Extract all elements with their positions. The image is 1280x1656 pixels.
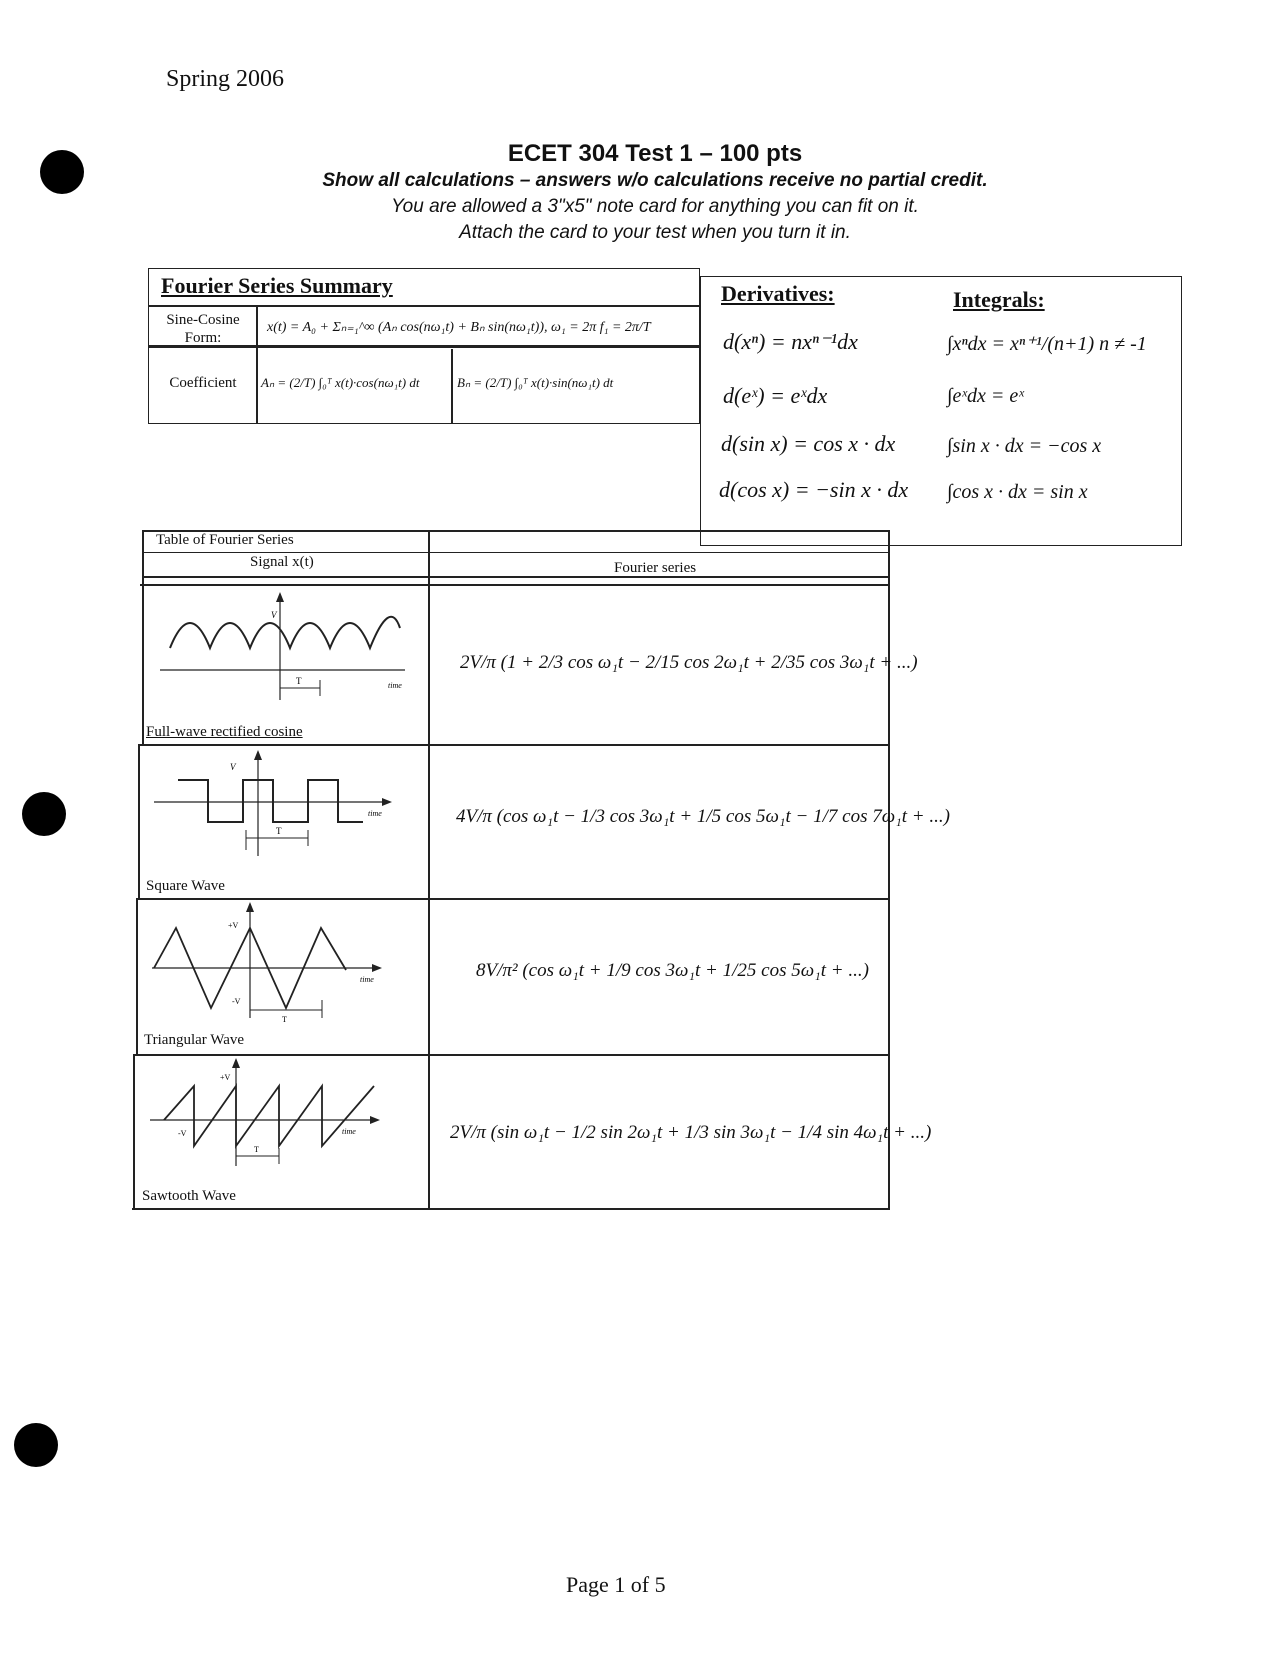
instruction-line-3: Attach the card to your test when you turn it in.: [459, 222, 851, 243]
series-square: 4V/π (cos ω₁t − 1/3 cos 3ω₁t + 1/5 cos 5ω₁t − 1/7 cos 7ω₁t + ...): [456, 806, 950, 827]
fourier-table: [130, 530, 950, 1210]
series-sawtooth: 2V/π (sin ω₁t − 1/2 sin 2ω₁t + 1/3 sin 3ω₁t − 1/4 sin 4ω₁t + ...): [450, 1122, 932, 1143]
binder-hole-middle: [22, 792, 66, 836]
integrals-title: Integrals:: [953, 287, 1045, 312]
row1-formula: x(t) = A₀ + Σₙ₌₁^∞ (Aₙ cos(nω₁t) + Bₙ sin(nω₁t)), ω₁ = 2π f₁ = 2π/T: [267, 320, 651, 335]
col-header-series: Fourier series: [614, 560, 697, 576]
table-caption: Table of Fourier Series: [156, 532, 294, 548]
graph-label-T: T: [296, 676, 302, 686]
instruction-line-2: You are allowed a 3"x5" note card for anything you can fit on it.: [391, 196, 919, 217]
summary-title: Fourier Series Summary: [161, 273, 393, 298]
row-name-square: Square Wave: [146, 878, 225, 894]
full-wave-rectified-graph: [150, 588, 420, 720]
row2-formula-a: Aₙ = (2/T) ∫₀ᵀ x(t)·cos(nω₁t) dt: [261, 375, 420, 390]
integral-exp: ∫eˣdx = eˣ: [947, 385, 1024, 407]
col-header-signal: Signal x(t): [250, 554, 314, 570]
square-wave-graph: [148, 746, 418, 876]
derivative-exp: d(eˣ) = eˣdx: [723, 383, 828, 408]
graph-label-V: V: [271, 610, 277, 620]
integral-cos: ∫cos x · dx = sin x: [947, 481, 1088, 503]
row2-formula-b: Bₙ = (2/T) ∫₀ᵀ x(t)·sin(nω₁t) dt: [457, 375, 614, 390]
fourier-summary-box: [148, 268, 700, 424]
graph-label-T: T: [276, 826, 282, 836]
graph-label-time: time: [360, 975, 374, 984]
integral-sin: ∫sin x · dx = −cos x: [947, 435, 1102, 457]
series-full-wave: 2V/π (1 + 2/3 cos ω₁t − 2/15 cos 2ω₁t + 2/35 cos 3ω₁t + ...): [460, 652, 918, 673]
derivatives-title: Derivatives:: [721, 281, 835, 306]
graph-label-time: time: [388, 681, 402, 690]
sawtooth-wave-graph: [144, 1056, 414, 1186]
semester-label: Spring 2006: [166, 66, 285, 92]
triangular-wave-graph: [146, 900, 416, 1032]
derivative-cos: d(cos x) = −sin x · dx: [719, 477, 909, 502]
derivative-sin: d(sin x) = cos x · dx: [721, 431, 896, 456]
graph-label-minusV: -V: [178, 1129, 187, 1138]
instruction-line-1: Show all calculations – answers w/o calculations receive no partial credit.: [322, 170, 988, 191]
test-title: ECET 304 Test 1 – 100 pts: [507, 140, 803, 167]
graph-label-time: time: [342, 1127, 356, 1136]
derivative-power: d(xⁿ) = nxⁿ⁻¹dx: [723, 329, 858, 354]
calculus-box: [700, 276, 1182, 546]
row-name-sawtooth: Sawtooth Wave: [142, 1188, 236, 1204]
row1-label: Sine-Cosine Form:: [166, 312, 240, 346]
binder-hole-bottom: [14, 1423, 58, 1467]
graph-label-T: T: [282, 1015, 287, 1024]
graph-label-plusV: +V: [220, 1073, 231, 1082]
series-triangular: 8V/π² (cos ω₁t + 1/9 cos 3ω₁t + 1/25 cos 5ω₁t + ...): [476, 960, 869, 981]
row2-label: Coefficient: [169, 375, 237, 391]
graph-label-V: V: [230, 762, 236, 772]
graph-label-minusV: -V: [232, 997, 241, 1006]
binder-hole-top: [40, 150, 84, 194]
graph-label-T: T: [254, 1145, 259, 1154]
row-name-full-wave: Full-wave rectified cosine: [146, 724, 303, 740]
page-number: Page 1 of 5: [566, 1572, 666, 1597]
row-name-triangular: Triangular Wave: [144, 1032, 245, 1048]
graph-label-time: time: [368, 809, 382, 818]
graph-label-plusV: +V: [228, 921, 239, 930]
integral-power: ∫xⁿdx = xⁿ⁺¹/(n+1) n ≠ -1: [947, 333, 1147, 355]
